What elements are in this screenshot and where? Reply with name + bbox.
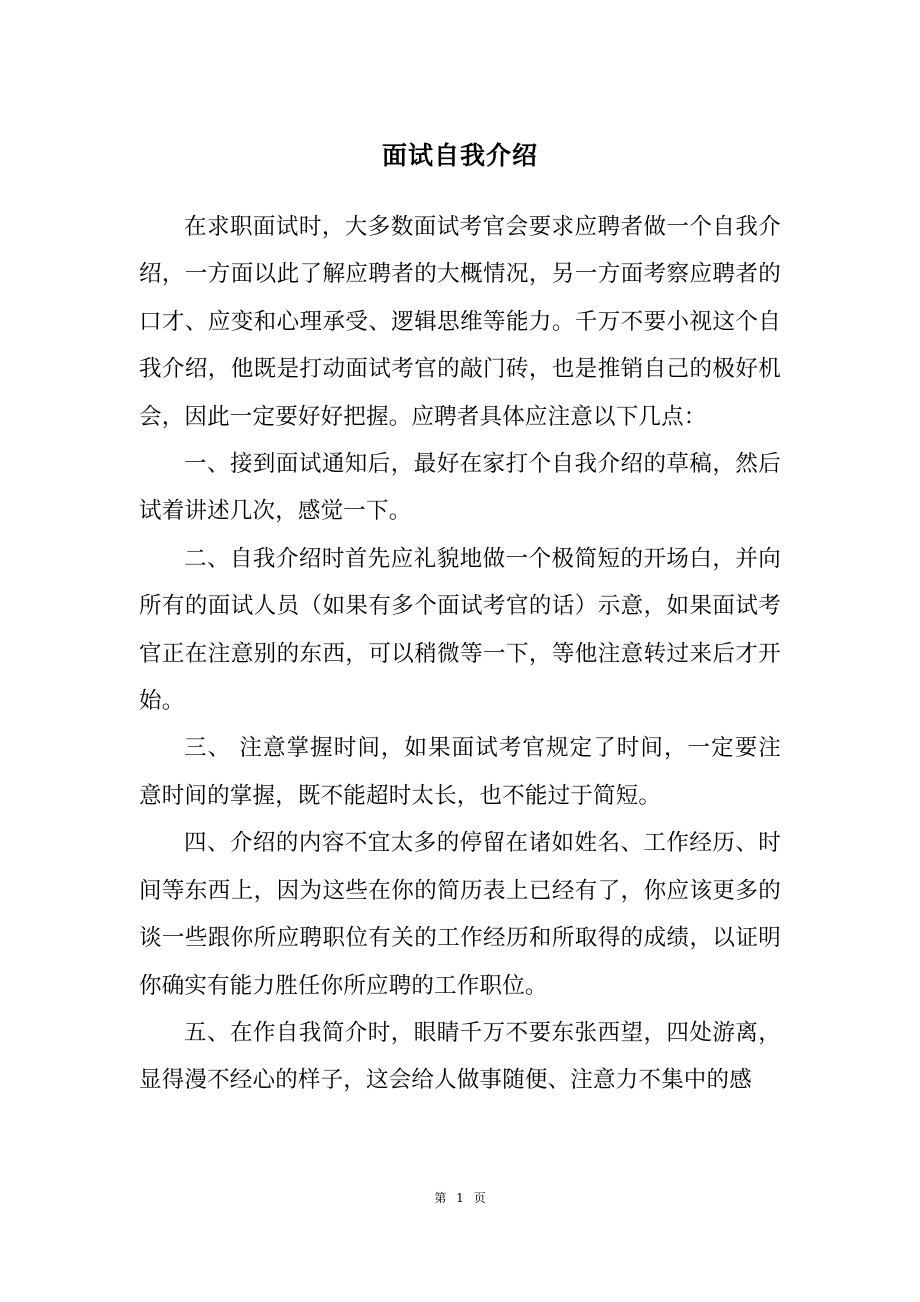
paragraph-point-1: 一、接到面试通知后，最好在家打个自我介绍的草稿，然后试着讲述几次，感觉一下。 bbox=[139, 451, 781, 525]
paragraph-point-5: 五、在作自我简介时，眼睛千万不要东张西望，四处游离，显得漫不经心的样子，这会给人做事随便、注意力不集中的感 bbox=[139, 1019, 781, 1094]
footer-suffix: 页 bbox=[473, 1191, 486, 1205]
paragraph-intro: 在求职面试时，大多数面试考官会要求应聘者做一个自我介绍，一方面以此了解应聘者的大概情况，另一方面考察应聘者的口才、应变和心理承受、逻辑思维等能力。千万不要小视这个自我介绍，他既是打动面试考官的敲门砖，也是推销自己的极好机会，因此一定要好好把握。应聘者具体应注意以下几点： bbox=[139, 214, 781, 430]
document-body bbox=[139, 204, 781, 1105]
paragraph-point-3: 三、 注意掌握时间，如果面试考官规定了时间，一定要注意时间的掌握，既不能超时太长，也不能过于简短。 bbox=[139, 735, 781, 809]
page-title: 面试自我介绍 bbox=[381, 141, 538, 170]
paragraph-point-4: 四、介绍的内容不宜太多的停留在诸如姓名、工作经历、时间等东西上，因为这些在你的简历表上已经有了，你应该更多的谈一些跟你所应聘职位有关的工作经历和所取得的成绩，以证明你确实有能力胜任你所应聘的工作职位。 bbox=[139, 830, 781, 999]
footer-prefix: 第 bbox=[434, 1191, 447, 1205]
page-footer bbox=[0, 1188, 920, 1208]
paragraph-point-2: 二、自我介绍时首先应礼貌地做一个极简短的开场白，并向所有的面试人员（如果有多个面试考官的话）示意，如果面试考官正在注意别的东西，可以稍微等一下，等他注意转过来后才开始。 bbox=[139, 545, 781, 715]
page-number: 1 bbox=[456, 1191, 464, 1205]
